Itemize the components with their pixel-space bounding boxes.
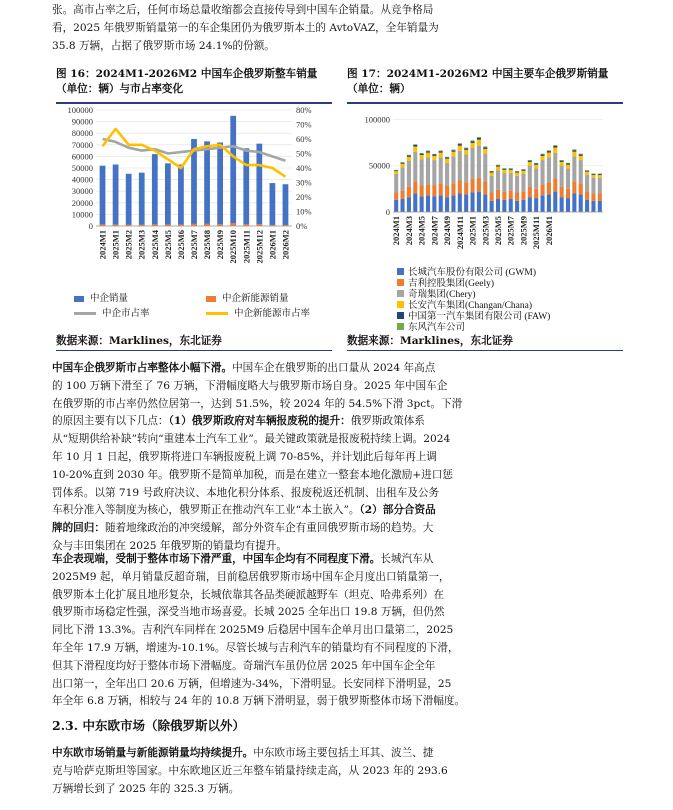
section-heading: 2.3. 中东欧市场（除俄罗斯以外）	[52, 718, 245, 733]
stacked-bar-segment	[598, 175, 602, 178]
bar-china-sales	[230, 116, 236, 226]
x-tick-label: 2025M4	[149, 230, 160, 260]
stacked-bar-segment	[534, 163, 538, 164]
stacked-bar-segment	[407, 197, 411, 212]
y-tick-label: 10000	[71, 209, 93, 220]
stacked-bar-segment	[432, 160, 436, 185]
stacked-bar-segment	[585, 171, 589, 172]
stacked-bar-segment	[591, 175, 595, 178]
x-tick-label: 2024M1	[97, 230, 108, 260]
stacked-bar-segment	[541, 195, 545, 212]
stacked-bar-segment	[439, 153, 443, 158]
stacked-bar-segment	[445, 159, 449, 163]
stacked-bar-segment	[483, 194, 487, 212]
stacked-bar-segment	[477, 178, 481, 192]
stacked-bar-segment	[591, 193, 595, 200]
stacked-bar-segment	[509, 169, 513, 170]
y-tick-label: 100000	[67, 105, 93, 115]
stacked-bar-segment	[502, 200, 506, 212]
stacked-bar-segment	[483, 149, 487, 154]
stacked-bar-segment	[521, 174, 525, 192]
stacked-bar-segment	[509, 168, 513, 169]
legend-item: 长安汽车集团(Changan/Chana)	[397, 297, 532, 311]
stacked-bar-segment	[598, 178, 602, 194]
bar-china-sales	[204, 141, 210, 226]
paragraph-russia-share: 中国车企俄罗斯市占率整体小幅下滑。中国车企在俄罗斯的出口量从 2024 年高点 的 100 万辆下滑至了 76 万辆，下滑幅度略大与俄罗斯市场自身。2025 年中国车企 在俄罗斯的市占率仍然位居第一，达到 51.5%，较 2024 年的 54.5%下滑 3pct。下滑 的原因主要有以下几点：（1）俄罗斯政府对车辆报废税的提升：俄罗斯政策体系 从“短期供给补缺”转向“重建本土汽车工业”。最关键政策就是报废税持续上调。2024 年 10 月 1 日起，俄罗斯将进口车辆报废税上调 70-85%，并计划此后每年再上调 10-20%直到 2030 年。俄罗斯不是简单加税，而是在建立一整套本地化激励+进口惩 罚体系。以第 719 号政府决议、本地化积分体系、报废税返还机制、出租车及公务 车积分准入等制度为核心，俄罗斯正在推动汽车工业“本土嵌入”。（2）部分合资品 牌的回归：随着地缘政治的冲突缓解，部分外资车企有重回俄罗斯市场的趋势。大 众与丰田集团在 2025 年俄罗斯的销量均有提升。	[52, 362, 463, 552]
legend-swatch	[74, 312, 96, 315]
stacked-bar-segment	[572, 152, 576, 157]
stacked-bar-segment	[490, 171, 494, 172]
stacked-bar-segment	[458, 180, 462, 193]
stacked-bar-segment	[432, 156, 436, 160]
stacked-bar-segment	[566, 168, 570, 188]
legend-item: 奇瑞集团(Chery)	[397, 286, 476, 300]
y-tick-label: 100000	[364, 114, 390, 125]
stacked-bar-segment	[426, 195, 430, 212]
stacked-bar-segment	[547, 151, 551, 153]
stacked-bar-segment	[445, 157, 449, 158]
stacked-bar-segment	[572, 181, 576, 193]
x-tick-label: 2026M2	[280, 230, 291, 260]
x-tick-label: 2025M7	[189, 230, 199, 260]
stacked-bar-segment	[458, 193, 462, 212]
figure-16-chart	[56, 104, 332, 288]
stacked-bar-segment	[541, 154, 545, 155]
legend-item: 中企市占率	[74, 305, 150, 319]
stacked-bar-segment	[483, 181, 487, 194]
stacked-bar-segment	[591, 178, 595, 194]
stacked-bar-segment	[420, 196, 424, 212]
stacked-bar-segment	[560, 161, 564, 162]
stacked-bar-segment	[502, 168, 506, 169]
bar-china-sales	[283, 184, 289, 226]
stacked-bar-segment	[490, 171, 494, 172]
figure-17-source: 数据来源：Marklines，东北证券	[347, 335, 513, 347]
stacked-bar-segment	[420, 185, 424, 196]
stacked-bar-segment	[560, 166, 564, 187]
stacked-bar-segment	[579, 156, 583, 160]
legend-swatch	[397, 290, 404, 297]
x-tick-label: 2025M12	[254, 230, 265, 264]
stacked-bar-segment	[458, 144, 462, 146]
stacked-bar-segment	[426, 153, 430, 158]
bar-china-sales	[100, 166, 106, 226]
stacked-bar-segment	[496, 170, 500, 189]
stacked-bar-segment	[591, 201, 595, 212]
y2-tick-label: 0%	[296, 221, 308, 231]
stacked-bar-segment	[426, 151, 430, 152]
legend-item: 中企新能源销量	[206, 290, 289, 304]
figure-16-source: 数据来源：Marklines，东北证券	[56, 335, 222, 347]
stacked-bar-segment	[477, 138, 481, 140]
stacked-bar-segment	[439, 157, 443, 183]
stacked-bar-segment	[572, 150, 576, 152]
stacked-bar-segment	[471, 148, 475, 179]
y-tick-label: 50000	[368, 160, 390, 171]
stacked-bar-segment	[585, 172, 589, 175]
stacked-bar-segment	[528, 160, 532, 161]
y-tick-label: 60000	[71, 151, 93, 162]
stacked-bar-segment	[420, 159, 424, 185]
figure-17-legend	[347, 264, 623, 333]
stacked-bar-segment	[553, 153, 557, 179]
stacked-bar-segment	[579, 154, 583, 155]
stacked-bar-segment	[439, 195, 443, 212]
stacked-bar-segment	[407, 161, 411, 187]
stacked-bar-segment	[521, 192, 525, 200]
stacked-bar-segment	[598, 201, 602, 212]
stacked-bar-segment	[445, 186, 449, 197]
stacked-bar-segment	[528, 166, 532, 187]
stacked-bar-segment	[496, 165, 500, 166]
stacked-bar-segment	[541, 184, 545, 195]
stacked-bar-segment	[572, 156, 576, 181]
stacked-bar-segment	[547, 153, 551, 158]
stacked-bar-segment	[553, 148, 557, 153]
stacked-bar-segment	[496, 199, 500, 212]
stacked-bar-segment	[451, 150, 455, 151]
legend-item: 吉利控股集团(Geely)	[397, 275, 494, 289]
stacked-bar-segment	[534, 189, 538, 198]
legend-swatch	[397, 301, 404, 308]
x-tick-label: 2025M7	[505, 216, 516, 246]
stacked-bar-segment	[413, 181, 417, 193]
stacked-bar-segment	[407, 155, 411, 156]
stacked-bar-segment	[451, 150, 455, 151]
legend-item: 长城汽车股份有限公司 (GWM)	[397, 264, 536, 278]
stacked-bar-segment	[420, 153, 424, 154]
y-tick-label: 40000	[71, 174, 93, 185]
stacked-bar-segment	[451, 183, 455, 195]
stacked-bar-segment	[598, 174, 602, 175]
stacked-bar-segment	[394, 200, 398, 212]
figure-16-title: 图 16：2024M1-2026M2 中国车企俄罗斯整车销量 （单位：辆）与市占率变化	[56, 68, 318, 95]
stacked-bar-segment	[521, 170, 525, 171]
stacked-bar-segment	[521, 171, 525, 174]
x-tick-label: 2025M3	[480, 216, 491, 246]
stacked-bar-segment	[528, 162, 532, 166]
stacked-bar-segment	[401, 163, 405, 164]
x-tick-label: 2025M11	[241, 230, 252, 264]
stacked-bar-segment	[464, 148, 468, 150]
legend-swatch	[397, 323, 404, 330]
stacked-bar-segment	[471, 179, 475, 193]
stacked-bar-segment	[401, 162, 405, 163]
legend-item: 中国第一汽车集团有限公司 (FAW)	[397, 308, 550, 322]
stacked-bar-segment	[509, 170, 513, 173]
x-tick-label: 2025M2	[123, 230, 134, 260]
stacked-bar-segment	[591, 174, 595, 175]
bar-china-sales	[113, 165, 119, 226]
stacked-bar-segment	[521, 169, 525, 170]
y-tick-label: 0	[88, 221, 93, 231]
x-tick-label: 2024M1	[391, 216, 402, 246]
legend-swatch	[74, 296, 84, 302]
stacked-bar-segment	[483, 147, 487, 149]
stacked-bar-segment	[560, 197, 564, 212]
stacked-bar-segment	[509, 191, 513, 199]
stacked-bar-segment	[439, 183, 443, 195]
x-tick-label: 2025M8	[202, 230, 213, 260]
stacked-bar-segment	[394, 193, 398, 200]
stacked-bar-segment	[471, 140, 475, 141]
x-tick-label: 2025M6	[175, 230, 186, 260]
stacked-bar-segment	[496, 190, 500, 199]
x-tick-label: 2025M10	[228, 230, 239, 264]
stacked-bar-segment	[407, 155, 411, 156]
stacked-bar-segment	[477, 145, 481, 177]
y2-tick-label: 20%	[296, 192, 312, 202]
stacked-bar-segment	[401, 164, 405, 168]
y-tick-label: 50000	[71, 163, 93, 173]
y2-tick-label: 30%	[296, 177, 312, 188]
bar-china-sales	[126, 174, 132, 226]
stacked-bar-segment	[547, 157, 551, 182]
stacked-bar-segment	[401, 167, 405, 190]
stacked-bar-segment	[553, 145, 557, 146]
x-tick-label: 2024M7	[429, 216, 440, 246]
stacked-bar-segment	[585, 200, 589, 212]
stacked-bar-segment	[439, 151, 443, 152]
stacked-bar-segment	[401, 199, 405, 212]
stacked-bar-segment	[553, 192, 557, 212]
stacked-bar-segment	[426, 184, 430, 195]
stacked-bar-segment	[566, 165, 570, 169]
y2-tick-label: 80%	[296, 105, 312, 115]
stacked-bar-segment	[515, 172, 519, 173]
stacked-bar-segment	[560, 160, 564, 161]
stacked-bar-segment	[579, 160, 583, 183]
stacked-bar-segment	[413, 152, 417, 182]
legend-swatch	[397, 312, 404, 319]
stacked-bar-segment	[445, 157, 449, 158]
stacked-bar-segment	[464, 182, 468, 194]
y2-tick-label: 40%	[296, 163, 312, 173]
figure-17-bottom-rule	[347, 350, 623, 351]
stacked-bar-segment	[579, 154, 583, 155]
x-tick-label: 2024M9	[442, 216, 453, 246]
stacked-bar-segment	[541, 154, 545, 155]
x-tick-label: 2024M5	[416, 216, 427, 246]
stacked-bar-segment	[471, 141, 475, 143]
stacked-bar-segment	[534, 164, 538, 165]
stacked-bar-segment	[598, 193, 602, 200]
stacked-bar-segment	[490, 173, 494, 176]
stacked-bar-segment	[407, 187, 411, 197]
stacked-bar-segment	[426, 151, 430, 152]
stacked-bar-segment	[528, 197, 532, 212]
stacked-bar-segment	[413, 145, 417, 147]
stacked-bar-segment	[464, 150, 468, 155]
stacked-bar-segment	[496, 167, 500, 171]
bar-china-sales	[270, 183, 276, 226]
stacked-bar-segment	[572, 193, 576, 212]
stacked-bar-segment	[490, 176, 494, 193]
stacked-bar-segment	[432, 155, 436, 156]
stacked-bar-segment	[420, 154, 424, 155]
stacked-bar-segment	[471, 143, 475, 148]
stacked-bar-segment	[451, 152, 455, 157]
stacked-bar-segment	[445, 163, 449, 186]
x-tick-label: 2026M1	[267, 230, 278, 260]
x-tick-label: 2025M11	[531, 216, 542, 250]
figure-17-chart	[347, 104, 623, 262]
stacked-bar-segment	[547, 194, 551, 212]
bar-china-sales	[217, 142, 223, 226]
y2-tick-label: 70%	[296, 119, 312, 130]
y-tick-label: 70000	[71, 139, 93, 150]
stacked-bar-segment	[477, 140, 481, 146]
stacked-bar-segment	[528, 187, 532, 197]
bar-china-sales	[256, 144, 262, 226]
stacked-bar-segment	[541, 156, 545, 160]
y-tick-label: 80000	[71, 128, 93, 139]
x-tick-label: 2025M3	[136, 230, 147, 260]
x-tick-label: 2025M5	[162, 230, 173, 260]
stacked-bar-segment	[566, 164, 570, 165]
stacked-bar-segment	[413, 193, 417, 212]
stacked-bar-segment	[451, 195, 455, 212]
stacked-bar-segment	[458, 151, 462, 181]
stacked-bar-segment	[407, 157, 411, 161]
stacked-bar-segment	[477, 192, 481, 212]
stacked-bar-segment	[458, 146, 462, 151]
stacked-bar-segment	[502, 169, 506, 170]
stacked-bar-segment	[541, 160, 545, 184]
stacked-bar-segment	[439, 150, 443, 151]
stacked-bar-segment	[464, 148, 468, 149]
stacked-bar-segment	[585, 175, 589, 192]
x-tick-label: 2025M9	[518, 216, 529, 246]
x-tick-label: 2025M5	[493, 216, 503, 246]
bar-china-sales	[165, 163, 171, 226]
stacked-bar-segment	[547, 182, 551, 194]
stacked-bar-segment	[521, 200, 525, 212]
stacked-bar-segment	[471, 193, 475, 212]
legend-item: 东风汽车公司	[397, 319, 465, 333]
figure-17-title: 图 17：2024M1-2026M2 中国主要车企俄罗斯销量 （单位：辆）	[347, 68, 609, 95]
legend-swatch	[397, 279, 404, 286]
stacked-bar-segment	[483, 154, 487, 182]
bar-china-nev-sales	[230, 223, 236, 226]
stacked-bar-segment	[464, 155, 468, 183]
legend-swatch	[397, 268, 404, 275]
figure-16-legend	[56, 288, 332, 318]
y-tick-label: 30000	[71, 186, 93, 197]
stacked-bar-segment	[477, 137, 481, 138]
x-tick-label: 2025M9	[215, 230, 226, 260]
stacked-bar-segment	[464, 194, 468, 212]
stacked-bar-segment	[515, 193, 519, 201]
paragraph-automaker-performance: 车企表现端，受制于整体市场下滑严重，中国车企均有不同程度下滑。长城汽车从 2025M9 起，单月销量反超奇瑞，目前稳居俄罗斯市场中国车企月度出口销量第一， 俄罗斯本土化扩展且地形复杂，长城依靠其各品类硬派越野车（坦克、哈弗系列）在 俄罗斯市场稳定性强，深受当地市场喜爱。长城 2025 全年出口 19.8 万辆，但仍然 同比下滑 13.3%。吉利汽车同样在 2025M9 后稳居中国车企单月出口量第二，2025 年全年 17.9 万辆，增速为-10.1%。尽管长城与吉利汽车的销量均有不同程度的下滑， 但其下滑程度均好于整体市场下滑幅度。奇瑞汽车虽仍位居 2025 年中国车企全年 出口第一，全年出口 20.6 万辆，但增速为-34%，下滑明显。长安同样下滑明显，25 年全年 6.8 万辆，相较与 24 年的 10.8 万辆下滑明显，弱于俄罗斯整体市场下滑幅度。	[52, 553, 466, 708]
stacked-bar-segment	[560, 162, 564, 166]
figure-16-bottom-rule	[56, 350, 332, 351]
legend-item: 中企销量	[74, 290, 128, 304]
stacked-bar-segment	[515, 173, 519, 176]
stacked-bar-segment	[534, 168, 538, 188]
stacked-bar-segment	[509, 199, 513, 212]
y2-tick-label: 60%	[296, 134, 312, 144]
paragraph-cee-market: 中东欧市场销量与新能源销量均持续提升。中东欧市场主要包括土耳其、波兰、捷 克与哈萨克斯坦等国家。中东欧地区近三年整车销量持续走高，从 2023 年的 293.6 万辆增长到了 2025 年的 325.3 万辆。	[52, 747, 448, 795]
y-tick-label: 90000	[71, 116, 93, 127]
stacked-bar-segment	[394, 174, 398, 193]
stacked-bar-segment	[509, 173, 513, 191]
stacked-bar-segment	[432, 196, 436, 212]
stacked-bar-segment	[515, 176, 519, 193]
x-tick-label: 2026M1	[543, 216, 554, 246]
stacked-bar-segment	[560, 187, 564, 197]
stacked-bar-segment	[585, 192, 589, 200]
x-tick-label: 2024M3	[403, 216, 414, 246]
y2-tick-label: 50%	[296, 148, 312, 159]
stacked-bar-segment	[502, 170, 506, 173]
stacked-bar-segment	[413, 147, 417, 152]
bar-china-sales	[178, 165, 184, 226]
stacked-bar-segment	[547, 150, 551, 151]
stacked-bar-segment	[458, 143, 462, 144]
stacked-bar-segment	[394, 171, 398, 174]
stacked-bar-segment	[579, 183, 583, 194]
y2-tick-label: 10%	[296, 206, 312, 217]
stacked-bar-segment	[566, 189, 570, 198]
stacked-bar-segment	[566, 163, 570, 164]
x-tick-label: 2025M1	[467, 216, 478, 246]
stacked-bar-segment	[483, 146, 487, 147]
stacked-bar-segment	[445, 197, 449, 212]
stacked-bar-segment	[572, 149, 576, 150]
stacked-bar-segment	[515, 201, 519, 212]
legend-swatch	[206, 312, 228, 315]
stacked-bar-segment	[502, 192, 506, 200]
stacked-bar-segment	[490, 201, 494, 212]
x-tick-label: 2025M1	[110, 230, 121, 260]
y-tick-label: 20000	[71, 197, 93, 208]
stacked-bar-segment	[534, 198, 538, 212]
stacked-bar-segment	[502, 173, 506, 192]
stacked-bar-segment	[420, 155, 424, 159]
legend-item: 中企新能源市占率	[206, 305, 310, 319]
stacked-bar-segment	[528, 161, 532, 162]
stacked-bar-segment	[401, 191, 405, 199]
stacked-bar-segment	[496, 165, 500, 166]
bar-china-sales	[152, 154, 158, 226]
intro-paragraph: 张。高市占率之后，任何市场总量收缩都会直接传导到中国车企销量。从竞争格局 看，2025 年俄罗斯销量第一的车企集团仍为俄罗斯本土的 AvtoVAZ，全年销量为 35.8 万辆，占据了俄罗斯市场 24.1%的份额。	[52, 4, 439, 52]
stacked-bar-segment	[553, 179, 557, 192]
y-tick-label: 0	[385, 207, 390, 217]
bar-china-sales	[243, 148, 249, 226]
stacked-bar-segment	[566, 198, 570, 212]
stacked-bar-segment	[490, 193, 494, 201]
stacked-bar-segment	[426, 157, 430, 184]
stacked-bar-segment	[553, 146, 557, 148]
stacked-bar-segment	[432, 154, 436, 155]
bar-china-sales	[139, 173, 145, 226]
stacked-bar-segment	[579, 194, 583, 212]
stacked-bar-segment	[413, 144, 417, 145]
x-tick-label: 2024M11	[454, 216, 465, 250]
stacked-bar-segment	[534, 165, 538, 169]
stacked-bar-segment	[432, 185, 436, 196]
stacked-bar-segment	[451, 156, 455, 183]
stacked-bar-segment	[394, 170, 398, 171]
legend-swatch	[206, 296, 216, 302]
